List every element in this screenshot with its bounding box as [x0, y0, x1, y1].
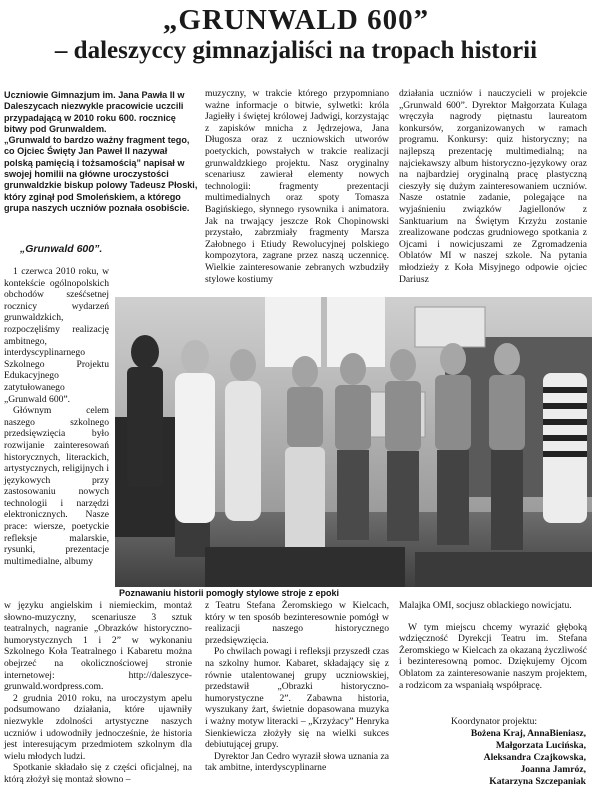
- headline-title: „GRUNWALD 600”: [162, 4, 430, 36]
- paragraph: Dyrektor Jan Cedro wyraził słowa uznania za tak ambitne, interdyscyplinarne: [205, 750, 389, 774]
- signature-name: Katarzyna Szczepaniak: [489, 776, 586, 787]
- paragraph: Głównym celem naszego szkolnego przedsięwzięcia było rozwijanie zainteresowań historycznych, literackich, artystycznych, religijnych i językowych przy zastosowaniu nowych technologii i narzędzi elektronicznych. Nasze prace: wiersze, poetyckie refleksje malarskie, rysunki, prezentacje multimedialne, albumy: [4, 405, 109, 567]
- photo-illustration: [115, 297, 592, 587]
- paragraph: Malajka OMI, socjusz oblackiego nowicjatu.: [399, 600, 572, 611]
- column-1-bottom: [4, 600, 192, 786]
- paragraph: 2 grudnia 2010 roku, na uroczystym apelu podsumowano działania, które ujawniły niezwykle zdolności artystyczne naszych uczniów i udowodniły jednocześnie, że historia jest interesującym przedmiotem szkolnym dla wielu młodych ludzi.: [4, 692, 192, 762]
- signature-name: Bożena Kraj, AnnaBieniasz,: [470, 728, 586, 739]
- lead-paragraph: [4, 90, 198, 214]
- paragraph: w języku angielskim i niemieckim, montaż słowno-muzyczny, scenariusze 3 sztuk teatralnych, nagranie „Obrazków historyczno-humorystycznych 1 i 2” w wykonaniu Szkolnego Koła Teatralnego i Kabaretu można obejrzeć na okolicznościowej stronie internetowej: http://daleszyce-grunwald.wordpress.com.: [4, 600, 192, 693]
- column-3-bottom: [399, 600, 587, 691]
- signature-header: Koordynator projektu:: [450, 716, 538, 727]
- paragraph: Po chwilach powagi i refleksji przyszedł czas na szkolny humor. Kabaret, składający się z równie utalentowanej grupy uczniowskiej, przedstawił „Obrazki historyczno-humorystyczne 2”. Zabawna historia, wyszukany żart, świetnie dopasowana muzyka i ważny motyw literacki – „Krzyżacy” Henryka Sienkiewicza złożyły się na wielki sukces debiutującej grupy.: [205, 646, 389, 751]
- paragraph: W tym miejscu chcemy wyrazić głęboką wdzięczność Dyrekcji Teatru im. Stefana Żeromskiego w Kielcach za okazaną życzliwość i bezinteresowną pomoc. Dziękujemy Ojcom Oblatom za zainteresowanie naszym projektem, a rodzicom za wspaniałą współpracę.: [399, 621, 587, 691]
- lead-text-1: Uczniowie Gimnazjum im. Jana Pawła II w Daleszycach niezwykle pracowicie uczcili przypadającą w 2010 roku 600. rocznicę bitwy pod Grunwaldem.: [4, 90, 185, 134]
- pull-quote: „Grunwald 600”.: [20, 243, 103, 255]
- column-1-top: [4, 266, 109, 567]
- paragraph: działania uczniów i nauczycieli w projekcie „Grunwald 600”. Dyrektor Małgorzata Kulaga wręczyła nagrody piętnastu laureatom konkursów, zorganizowanych w ramach programu. Konkursy: quiz historyczny; na najlepszą prezentację multimedialną; na najciekawszy album historyczno-językowy oraz na najbardziej oryginalną pracę plastyczną cieszyły się dużym zainteresowaniem uczniów. Nasze ostatnie zadanie, polegające na wyjaśnieniu związków Jagiellonów z Sanktuarium na Świętym Krzyżu zostanie zrealizowane podczas grudniowego spotkania z Ojcami i nowicjuszami ze Zgromadzenia Oblatów MI w naszej szkole. Na pytania młodzieży z Koła Misyjnego odpowie ojciec Dariusz: [399, 88, 587, 285]
- photo-caption: Poznawaniu historii pomogły stylowe stroje z epoki: [115, 587, 592, 600]
- signature-name: Joanna Jamróz,: [520, 764, 586, 775]
- article-headline: [0, 4, 592, 66]
- paragraph: muzyczny, w trakcie którego przypomniano ważne informacje o bitwie, sylwetki: króla Jagiełły i świętej królowej Jadwigi, korzystając z zapisków mnicha z Jędrzejowa, Jana Długosza oraz z uczniowskich utworów poetyckich, powstałych w trakcie realizacji grunwaldzkiego projektu. Nasz oryginalny scenariusz zawierał elementy nowych technologii: fragmenty prezentacji multimedialnych oraz spoty Tomasza Bagińskiego, słynnego rysownika i animatora. Jak na trwający jeszcze Rok Chopinowski przystało, zabrzmiały fragmenty Marsza Załobnego i Etiudy Rewolucyjnej polskiego kompozytora, zagrane przez naszą uczennicę. Wielkie zainteresowanie zebranych wzbudziły stylowe kostiumy: [205, 88, 389, 285]
- column-3-top: [399, 88, 587, 285]
- column-2-bottom: [205, 600, 389, 774]
- lead-text-2: „Grunwald to bardzo ważny fragment tego, co Ojciec Święty Jan Paweł II nazywał polską pamięcią i tożsamością” napisał w swojej homilii na główne uroczystości grunwaldzkie biskup polowy Tadeusz Płoski, który zginął pod Smoleńskiem, a którego grupa naszych uczniów poznała osobiście.: [4, 135, 198, 213]
- column-2-top: [205, 88, 389, 285]
- signature-name: Małgorzata Lucińska,: [495, 740, 586, 751]
- headline-subtitle: – daleszyccy gimnazjaliści na tropach historii: [54, 37, 538, 64]
- article-photo: [115, 297, 592, 587]
- paragraph: Spotkanie składało się z części oficjalnej, na którą złożył się montaż słowno –: [4, 762, 192, 785]
- paragraph: z Teatru Stefana Żeromskiego w Kielcach, który w ten sposób bezinteresownie pomógł w realizacji naszego historycznego przedsięwzięcia.: [205, 600, 389, 646]
- signature-name: Aleksandra Czajkowska,: [483, 752, 586, 763]
- signature-block: [402, 716, 586, 788]
- paragraph: 1 czerwca 2010 roku, w kontekście ogólnopolskich obchodów sześćsetnej rocznicy wydarzeń grunwaldzkich, rozpoczęliśmy realizację ambitnego, interdyscyplinarnego Szkolnego Projektu Edukacyjnego zatytułowanego „Grunwald 600”.: [4, 266, 109, 405]
